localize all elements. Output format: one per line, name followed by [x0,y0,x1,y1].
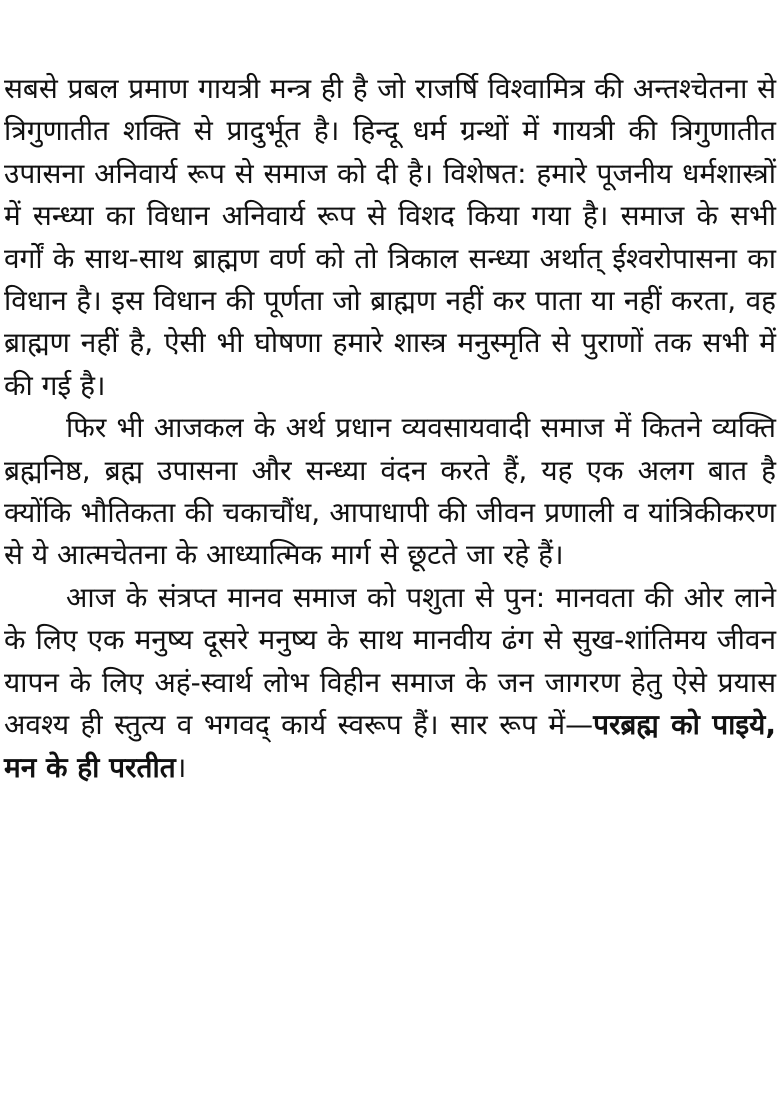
paragraph-2: फिर भी आजकल के अर्थ प्रधान व्यवसायवादी समाज में कितने व्यक्ति ब्रह्मनिष्ठ, ब्रह्म उपासना और सन्ध्या वंदन करते हैं, यह एक अलग बात है क्योंकि भौतिकता की चकाचौंध, आपाधापी की जीवन प्रणाली व यांत्रिकीकरण से ये आत्मचेतना के आध्यात्मिक मार्ग से छूटते जा रहे हैं। [4,411,776,572]
paragraph-1: सबसे प्रबल प्रमाण गायत्री मन्त्र ही है जो राजर्षि विश्वामित्र की अन्तश्चेतना से त्रिगुणातीत शक्ति से प्रादुर्भूत है। हिन्दू धर्म ग्रन्थों में गायत्री की त्रिगुणातीत उपासना अनिवार्य रूप से समाज को दी है। विशेषत: हमारे पूजनीय धर्मशास्त्रों में सन्ध्या का विधान अनिवार्य रूप से विशद किया गया है। समाज के सभी वर्गों के साथ-साथ ब्राह्मण वर्ण को तो त्रिकाल सन्ध्या अर्थात् ईश्वरोपासना का विधान है। इस विधान की पूर्णता जो ब्राह्मण नहीं कर पाता या नहीं करता, वह ब्राह्मण नहीं है, ऐसी भी घोषणा हमारे शास्त्र मनुस्मृति से पुराणों तक सभी में की गई है। [4,72,776,402]
paragraph-3 [4,577,776,789]
paragraph-3-text: आज के संत्रप्त मानव समाज को पशुता से पुन: मानवता की ओर लाने के लिए एक मनुष्य दूसरे मनुष्य के साथ मानवीय ढंग से सुख-शांतिमय जीवन यापन के लिए अहं-स्वार्थ लोभ विहीन समाज के जन जागरण हेतु ऐसे प्रयास अवश्य ही स्तुत्य व भगवद् कार्य स्वरूप हैं। सार रूप में— [4,580,776,742]
paragraph-3-end: । [175,750,187,784]
emphasized-quote: परब्रह्म को पाइये, मन के ही परतीत [4,708,776,784]
text-body [4,68,776,789]
